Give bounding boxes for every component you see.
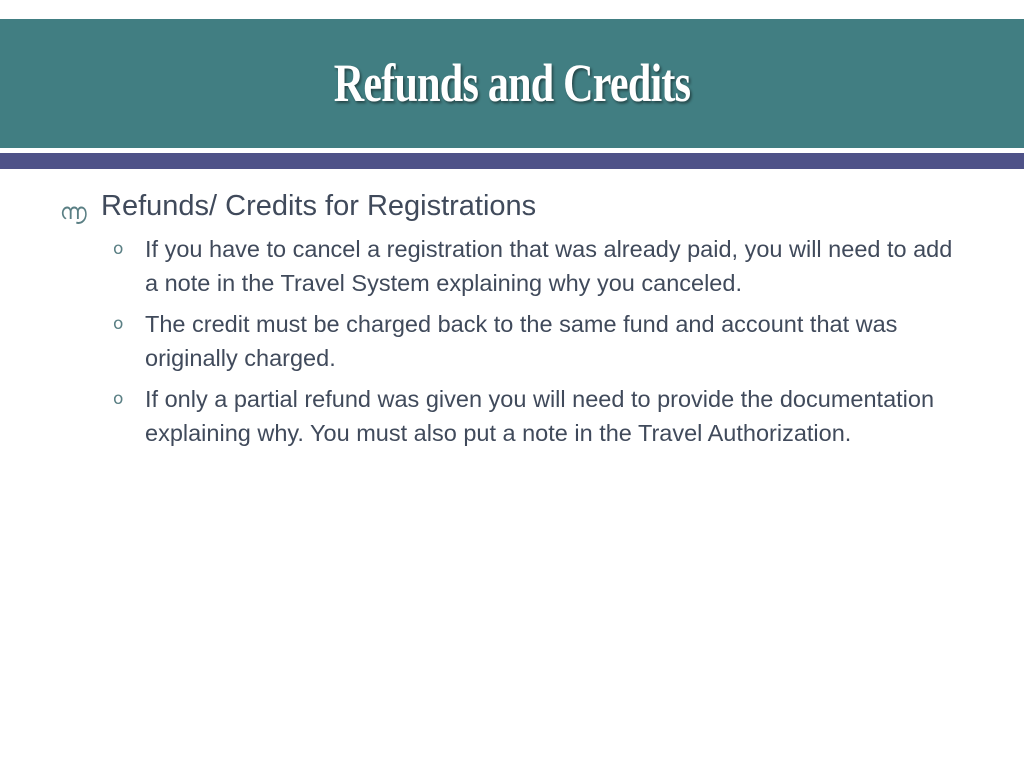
sub-bullet-text: If only a partial refund was given you will need to provide the documentation explaining why. You must also put a note in the Travel Authorization. xyxy=(145,386,935,446)
sub-bullet-text: The credit must be charged back to the same fund and account that was originally charged. xyxy=(145,311,898,371)
title-band xyxy=(0,19,1024,148)
slide-title: Refunds and Credits xyxy=(333,53,691,113)
main-bullet-text: Refunds/ Credits for Registrations xyxy=(101,190,537,222)
main-bullet xyxy=(0,186,1024,226)
circle-bullet-icon: o xyxy=(113,314,124,334)
sub-bullet-text: If you have to cancel a registration that was already paid, you will need to add a note in the Travel System explaining why you canceled. xyxy=(145,236,953,296)
accent-bar xyxy=(0,153,1024,169)
circle-bullet-icon: o xyxy=(113,239,124,259)
sub-bullet-item xyxy=(0,232,1024,300)
slide-content xyxy=(0,186,1024,457)
sub-bullet-list xyxy=(0,232,1024,450)
sub-bullet-item xyxy=(0,307,1024,375)
circle-bullet-icon: o xyxy=(113,389,124,409)
scroll-ornament-icon: ൬ xyxy=(60,200,87,225)
sub-bullet-item xyxy=(0,382,1024,450)
